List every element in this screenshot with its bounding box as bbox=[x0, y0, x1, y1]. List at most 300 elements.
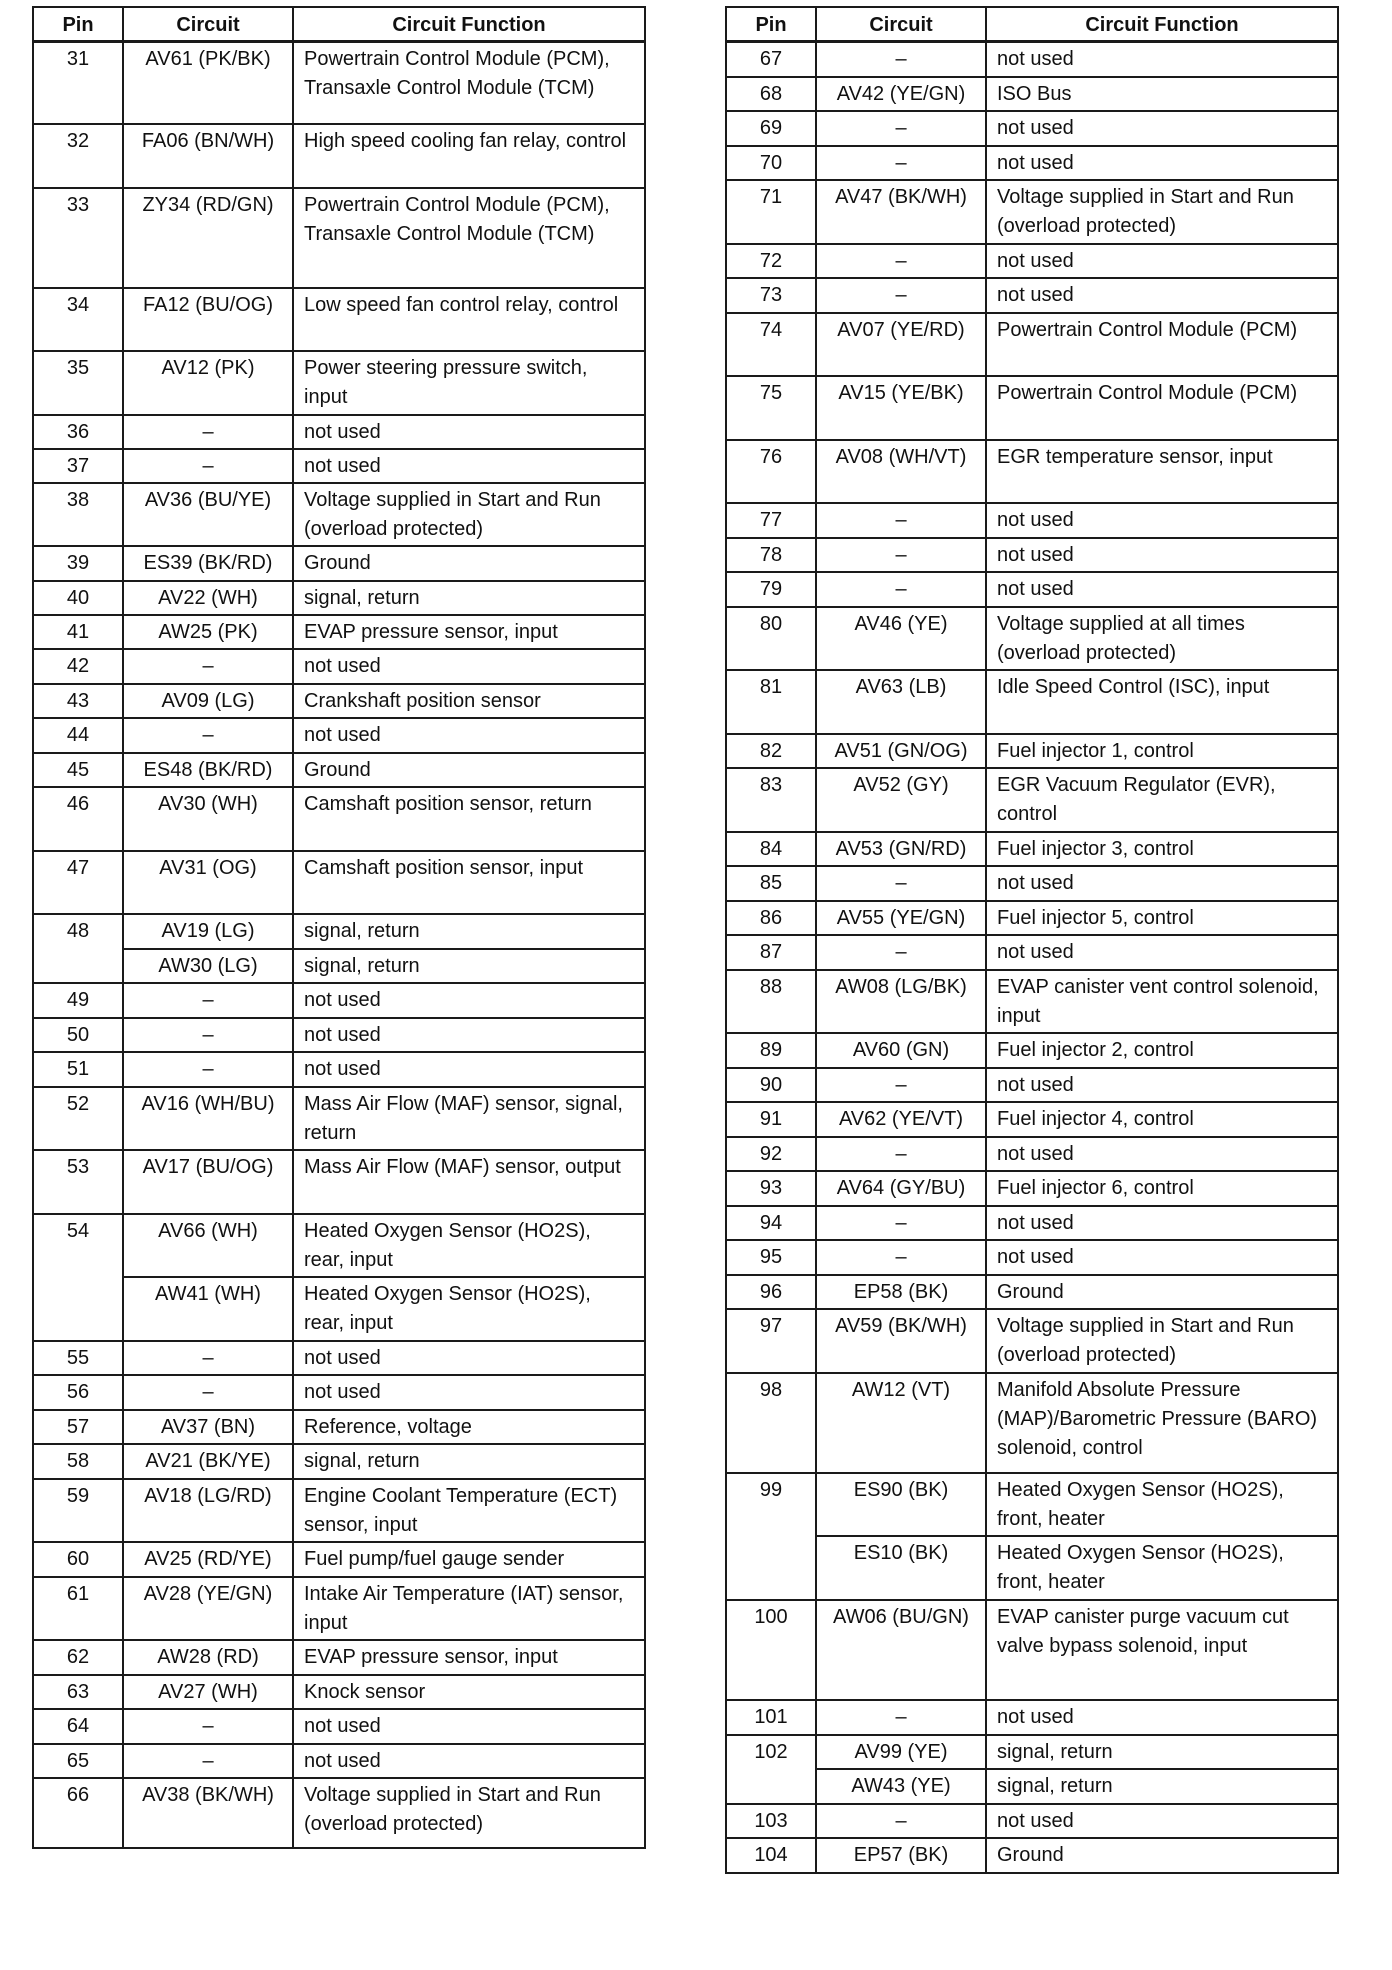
pin-number: 75 bbox=[726, 376, 816, 440]
table-row bbox=[726, 180, 1338, 244]
table-row bbox=[726, 538, 1338, 572]
table-row bbox=[33, 1479, 645, 1542]
pin-number: 65 bbox=[33, 1744, 123, 1778]
header-pin: Pin bbox=[33, 7, 123, 42]
table-row bbox=[33, 581, 645, 615]
circuit-function: not used bbox=[986, 1137, 1338, 1171]
circuit-code: – bbox=[123, 718, 293, 753]
pin-table-left bbox=[32, 6, 646, 1849]
pin-number: 45 bbox=[33, 753, 123, 787]
table-row bbox=[726, 670, 1338, 734]
circuit-code: – bbox=[123, 1709, 293, 1744]
circuit-function: not used bbox=[986, 1068, 1338, 1102]
table-row bbox=[33, 1087, 645, 1150]
table-row bbox=[33, 949, 645, 983]
pin-number: 91 bbox=[726, 1102, 816, 1137]
pin-number: 67 bbox=[726, 42, 816, 77]
pin-number: 84 bbox=[726, 832, 816, 866]
table-row bbox=[33, 1375, 645, 1410]
circuit-code: AV30 (WH) bbox=[123, 787, 293, 851]
circuit-function: EGR Vacuum Regulator (EVR), control bbox=[986, 768, 1338, 832]
circuit-function: not used bbox=[986, 572, 1338, 607]
table-row bbox=[726, 1804, 1338, 1838]
circuit-function: Voltage supplied in Start and Run (overload protected) bbox=[986, 1309, 1338, 1373]
pin-number: 32 bbox=[33, 124, 123, 188]
table-row bbox=[726, 503, 1338, 538]
circuit-function: Powertrain Control Module (PCM) bbox=[986, 313, 1338, 376]
circuit-function: Ground bbox=[986, 1275, 1338, 1309]
pin-number: 85 bbox=[726, 866, 816, 901]
circuit-code: EP57 (BK) bbox=[816, 1838, 986, 1873]
circuit-function: High speed cooling fan relay, control bbox=[293, 124, 645, 188]
circuit-code: AV21 (BK/YE) bbox=[123, 1444, 293, 1479]
circuit-function: Ground bbox=[293, 546, 645, 581]
circuit-code: AW25 (PK) bbox=[123, 615, 293, 649]
circuit-function: Power steering pressure switch, input bbox=[293, 351, 645, 415]
circuit-code: EP58 (BK) bbox=[816, 1275, 986, 1309]
circuit-code: – bbox=[816, 278, 986, 313]
pin-number: 76 bbox=[726, 440, 816, 503]
circuit-code: ES90 (BK) bbox=[816, 1473, 986, 1536]
table-row bbox=[33, 288, 645, 351]
table-row bbox=[33, 787, 645, 851]
table-row bbox=[726, 376, 1338, 440]
table-row bbox=[726, 42, 1338, 77]
table-row bbox=[33, 188, 645, 288]
table-row bbox=[33, 1052, 645, 1087]
circuit-function: Heated Oxygen Sensor (HO2S), front, heater bbox=[986, 1473, 1338, 1536]
circuit-function: signal, return bbox=[293, 581, 645, 615]
pin-number: 99 bbox=[726, 1473, 816, 1600]
pin-number: 56 bbox=[33, 1375, 123, 1410]
pin-number: 79 bbox=[726, 572, 816, 607]
table-row bbox=[726, 901, 1338, 935]
header-row bbox=[33, 7, 645, 42]
pin-number: 95 bbox=[726, 1240, 816, 1275]
circuit-function: not used bbox=[293, 718, 645, 753]
pin-number: 38 bbox=[33, 483, 123, 546]
circuit-function: Voltage supplied in Start and Run (overload protected) bbox=[986, 180, 1338, 244]
table-row bbox=[726, 866, 1338, 901]
circuit-code: AV08 (WH/VT) bbox=[816, 440, 986, 503]
circuit-function: Ground bbox=[986, 1838, 1338, 1873]
circuit-code: – bbox=[816, 111, 986, 146]
pin-number: 61 bbox=[33, 1577, 123, 1640]
circuit-function: not used bbox=[986, 278, 1338, 313]
circuit-code: AV12 (PK) bbox=[123, 351, 293, 415]
table-row bbox=[33, 42, 645, 124]
circuit-function: Heated Oxygen Sensor (HO2S), rear, input bbox=[293, 1277, 645, 1341]
circuit-function: not used bbox=[986, 538, 1338, 572]
table-row bbox=[726, 1700, 1338, 1735]
table-row bbox=[726, 1536, 1338, 1600]
circuit-function: signal, return bbox=[293, 914, 645, 949]
table-row bbox=[726, 313, 1338, 376]
pin-number: 33 bbox=[33, 188, 123, 288]
pin-number: 70 bbox=[726, 146, 816, 180]
pin-number: 66 bbox=[33, 1778, 123, 1848]
table-row bbox=[726, 1473, 1338, 1536]
circuit-code: ES39 (BK/RD) bbox=[123, 546, 293, 581]
pin-number: 102 bbox=[726, 1735, 816, 1804]
circuit-function: not used bbox=[293, 415, 645, 449]
circuit-function: Fuel injector 3, control bbox=[986, 832, 1338, 866]
pin-number: 81 bbox=[726, 670, 816, 734]
pin-number: 93 bbox=[726, 1171, 816, 1206]
circuit-function: not used bbox=[293, 1709, 645, 1744]
pin-number: 88 bbox=[726, 970, 816, 1033]
circuit-code: – bbox=[816, 1240, 986, 1275]
circuit-function: signal, return bbox=[293, 949, 645, 983]
circuit-code: AV31 (OG) bbox=[123, 851, 293, 914]
pin-number: 89 bbox=[726, 1033, 816, 1068]
circuit-code: – bbox=[816, 244, 986, 278]
circuit-code: AV55 (YE/GN) bbox=[816, 901, 986, 935]
circuit-code: – bbox=[123, 415, 293, 449]
circuit-function: EVAP canister vent control solenoid, input bbox=[986, 970, 1338, 1033]
pin-number: 50 bbox=[33, 1018, 123, 1052]
pin-number: 71 bbox=[726, 180, 816, 244]
circuit-code: – bbox=[816, 866, 986, 901]
table-row bbox=[726, 1033, 1338, 1068]
circuit-code: AV09 (LG) bbox=[123, 684, 293, 718]
pin-number: 57 bbox=[33, 1410, 123, 1444]
circuit-function: not used bbox=[293, 1018, 645, 1052]
table-row bbox=[726, 1309, 1338, 1373]
circuit-code: ES48 (BK/RD) bbox=[123, 753, 293, 787]
circuit-code: AV66 (WH) bbox=[123, 1214, 293, 1277]
table-row bbox=[33, 1444, 645, 1479]
table-row bbox=[726, 1838, 1338, 1873]
pin-number: 49 bbox=[33, 983, 123, 1018]
table-row bbox=[33, 1675, 645, 1709]
pin-number: 103 bbox=[726, 1804, 816, 1838]
table-row bbox=[33, 983, 645, 1018]
circuit-function: not used bbox=[986, 111, 1338, 146]
table-row bbox=[726, 970, 1338, 1033]
circuit-function: EVAP pressure sensor, input bbox=[293, 1640, 645, 1675]
circuit-code: AV64 (GY/BU) bbox=[816, 1171, 986, 1206]
circuit-code: AV36 (BU/YE) bbox=[123, 483, 293, 546]
circuit-function: EVAP pressure sensor, input bbox=[293, 615, 645, 649]
pin-number: 80 bbox=[726, 607, 816, 670]
pin-number: 83 bbox=[726, 768, 816, 832]
pin-number: 35 bbox=[33, 351, 123, 415]
circuit-code: AV17 (BU/OG) bbox=[123, 1150, 293, 1214]
circuit-function: not used bbox=[293, 1052, 645, 1087]
table-row bbox=[726, 572, 1338, 607]
circuit-function: not used bbox=[986, 146, 1338, 180]
circuit-function: not used bbox=[986, 935, 1338, 970]
pin-number: 73 bbox=[726, 278, 816, 313]
pin-number: 48 bbox=[33, 914, 123, 983]
pin-number: 68 bbox=[726, 77, 816, 111]
circuit-code: – bbox=[816, 935, 986, 970]
pin-number: 69 bbox=[726, 111, 816, 146]
circuit-code: AV52 (GY) bbox=[816, 768, 986, 832]
circuit-code: AV07 (YE/RD) bbox=[816, 313, 986, 376]
pin-number: 52 bbox=[33, 1087, 123, 1150]
circuit-function: signal, return bbox=[986, 1735, 1338, 1769]
circuit-code: AV19 (LG) bbox=[123, 914, 293, 949]
pin-number: 77 bbox=[726, 503, 816, 538]
circuit-function: not used bbox=[293, 1375, 645, 1410]
pin-number: 90 bbox=[726, 1068, 816, 1102]
circuit-code: AV46 (YE) bbox=[816, 607, 986, 670]
circuit-code: – bbox=[816, 1068, 986, 1102]
pin-number: 43 bbox=[33, 684, 123, 718]
circuit-code: – bbox=[123, 1018, 293, 1052]
table-row bbox=[33, 1744, 645, 1778]
circuit-function: Voltage supplied at all times (overload protected) bbox=[986, 607, 1338, 670]
circuit-code: – bbox=[123, 983, 293, 1018]
circuit-code: AV28 (YE/GN) bbox=[123, 1577, 293, 1640]
table-row bbox=[726, 111, 1338, 146]
circuit-function: not used bbox=[986, 244, 1338, 278]
circuit-code: AV59 (BK/WH) bbox=[816, 1309, 986, 1373]
circuit-function: Powertrain Control Module (PCM) bbox=[986, 376, 1338, 440]
circuit-code: – bbox=[123, 649, 293, 684]
circuit-code: AV99 (YE) bbox=[816, 1735, 986, 1769]
circuit-code: – bbox=[816, 1137, 986, 1171]
circuit-function: Fuel pump/fuel gauge sender bbox=[293, 1542, 645, 1577]
circuit-function: Crankshaft position sensor bbox=[293, 684, 645, 718]
pin-rows-right bbox=[726, 42, 1338, 1873]
circuit-function: not used bbox=[293, 983, 645, 1018]
pin-number: 97 bbox=[726, 1309, 816, 1373]
circuit-code: AV42 (YE/GN) bbox=[816, 77, 986, 111]
circuit-code: – bbox=[816, 572, 986, 607]
circuit-code: AV60 (GN) bbox=[816, 1033, 986, 1068]
circuit-function: Powertrain Control Module (PCM), Transaxle Control Module (TCM) bbox=[293, 188, 645, 288]
table-row bbox=[726, 1240, 1338, 1275]
circuit-code: AV61 (PK/BK) bbox=[123, 42, 293, 124]
pin-number: 31 bbox=[33, 42, 123, 124]
circuit-function: Powertrain Control Module (PCM), Transaxle Control Module (TCM) bbox=[293, 42, 645, 124]
circuit-code: AV47 (BK/WH) bbox=[816, 180, 986, 244]
pin-number: 100 bbox=[726, 1600, 816, 1700]
pin-number: 54 bbox=[33, 1214, 123, 1341]
pin-number: 44 bbox=[33, 718, 123, 753]
circuit-function: Low speed fan control relay, control bbox=[293, 288, 645, 351]
table-row bbox=[726, 1068, 1338, 1102]
circuit-code: FA12 (BU/OG) bbox=[123, 288, 293, 351]
circuit-code: AW43 (YE) bbox=[816, 1769, 986, 1804]
circuit-function: not used bbox=[986, 1240, 1338, 1275]
table-row bbox=[726, 77, 1338, 111]
table-row bbox=[33, 753, 645, 787]
circuit-function: ISO Bus bbox=[986, 77, 1338, 111]
header-circuit-function: Circuit Function bbox=[293, 7, 645, 42]
circuit-code: AV18 (LG/RD) bbox=[123, 1479, 293, 1542]
circuit-code: AV51 (GN/OG) bbox=[816, 734, 986, 768]
pin-number: 58 bbox=[33, 1444, 123, 1479]
table-row bbox=[33, 1640, 645, 1675]
table-row bbox=[726, 1206, 1338, 1240]
table-row bbox=[726, 1137, 1338, 1171]
table-row bbox=[33, 351, 645, 415]
circuit-function: signal, return bbox=[293, 1444, 645, 1479]
pin-number: 63 bbox=[33, 1675, 123, 1709]
circuit-function: signal, return bbox=[986, 1769, 1338, 1804]
pin-number: 34 bbox=[33, 288, 123, 351]
circuit-function: Intake Air Temperature (IAT) sensor, input bbox=[293, 1577, 645, 1640]
circuit-code: AV16 (WH/BU) bbox=[123, 1087, 293, 1150]
table-row bbox=[726, 278, 1338, 313]
table-row bbox=[33, 1577, 645, 1640]
table-row bbox=[33, 615, 645, 649]
header-circuit-function: Circuit Function bbox=[986, 7, 1338, 42]
circuit-function: Fuel injector 1, control bbox=[986, 734, 1338, 768]
circuit-code: AW12 (VT) bbox=[816, 1373, 986, 1473]
header-pin: Pin bbox=[726, 7, 816, 42]
circuit-function: Heated Oxygen Sensor (HO2S), front, heater bbox=[986, 1536, 1338, 1600]
circuit-function: not used bbox=[986, 1206, 1338, 1240]
circuit-function: not used bbox=[293, 1744, 645, 1778]
circuit-code: – bbox=[123, 1052, 293, 1087]
pin-number: 47 bbox=[33, 851, 123, 914]
pin-number: 86 bbox=[726, 901, 816, 935]
circuit-code: AW06 (BU/GN) bbox=[816, 1600, 986, 1700]
circuit-code: – bbox=[816, 1804, 986, 1838]
circuit-code: AV27 (WH) bbox=[123, 1675, 293, 1709]
table-row bbox=[33, 851, 645, 914]
table-row bbox=[33, 483, 645, 546]
pin-number: 39 bbox=[33, 546, 123, 581]
pin-number: 41 bbox=[33, 615, 123, 649]
circuit-function: not used bbox=[986, 503, 1338, 538]
table-row bbox=[33, 415, 645, 449]
pin-number: 78 bbox=[726, 538, 816, 572]
circuit-code: – bbox=[123, 449, 293, 483]
circuit-function: Knock sensor bbox=[293, 1675, 645, 1709]
pin-rows-left bbox=[33, 42, 645, 1848]
table-row bbox=[726, 1769, 1338, 1804]
circuit-function: not used bbox=[293, 449, 645, 483]
circuit-code: ES10 (BK) bbox=[816, 1536, 986, 1600]
table-row bbox=[33, 718, 645, 753]
circuit-code: – bbox=[816, 1700, 986, 1735]
circuit-function: Reference, voltage bbox=[293, 1410, 645, 1444]
circuit-code: AW30 (LG) bbox=[123, 949, 293, 983]
circuit-function: Engine Coolant Temperature (ECT) sensor, input bbox=[293, 1479, 645, 1542]
header-row bbox=[726, 7, 1338, 42]
table-row bbox=[33, 1277, 645, 1341]
circuit-code: AV63 (LB) bbox=[816, 670, 986, 734]
circuit-function: not used bbox=[986, 866, 1338, 901]
table-row bbox=[33, 1410, 645, 1444]
table-row bbox=[33, 684, 645, 718]
circuit-code: – bbox=[816, 42, 986, 77]
circuit-code: AV25 (RD/YE) bbox=[123, 1542, 293, 1577]
circuit-code: – bbox=[123, 1341, 293, 1375]
pin-number: 82 bbox=[726, 734, 816, 768]
circuit-code: – bbox=[816, 503, 986, 538]
table-row bbox=[726, 1275, 1338, 1309]
pin-number: 53 bbox=[33, 1150, 123, 1214]
circuit-code: – bbox=[816, 146, 986, 180]
table-row bbox=[33, 1778, 645, 1848]
header-circuit: Circuit bbox=[816, 7, 986, 42]
circuit-code: AV37 (BN) bbox=[123, 1410, 293, 1444]
table-row bbox=[33, 1542, 645, 1577]
circuit-function: not used bbox=[986, 1700, 1338, 1735]
table-row bbox=[726, 768, 1338, 832]
table-row bbox=[33, 1214, 645, 1277]
table-row bbox=[726, 1735, 1338, 1769]
circuit-function: not used bbox=[293, 649, 645, 684]
pin-number: 94 bbox=[726, 1206, 816, 1240]
table-row bbox=[726, 1102, 1338, 1137]
pin-number: 36 bbox=[33, 415, 123, 449]
circuit-code: – bbox=[123, 1375, 293, 1410]
header-circuit: Circuit bbox=[123, 7, 293, 42]
table-row bbox=[33, 1341, 645, 1375]
table-row bbox=[726, 1171, 1338, 1206]
circuit-function: Fuel injector 5, control bbox=[986, 901, 1338, 935]
circuit-function: EGR temperature sensor, input bbox=[986, 440, 1338, 503]
circuit-function: Voltage supplied in Start and Run (overload protected) bbox=[293, 483, 645, 546]
pin-number: 46 bbox=[33, 787, 123, 851]
circuit-code: AV53 (GN/RD) bbox=[816, 832, 986, 866]
circuit-function: Ground bbox=[293, 753, 645, 787]
circuit-function: not used bbox=[986, 42, 1338, 77]
circuit-code: FA06 (BN/WH) bbox=[123, 124, 293, 188]
circuit-code: AV62 (YE/VT) bbox=[816, 1102, 986, 1137]
circuit-code: AW28 (RD) bbox=[123, 1640, 293, 1675]
pin-number: 62 bbox=[33, 1640, 123, 1675]
circuit-function: Voltage supplied in Start and Run (overload protected) bbox=[293, 1778, 645, 1848]
circuit-function: Camshaft position sensor, input bbox=[293, 851, 645, 914]
table-row bbox=[726, 1373, 1338, 1473]
table-row bbox=[726, 734, 1338, 768]
circuit-function: not used bbox=[293, 1341, 645, 1375]
circuit-function: Fuel injector 4, control bbox=[986, 1102, 1338, 1137]
table-row bbox=[726, 935, 1338, 970]
circuit-function: Idle Speed Control (ISC), input bbox=[986, 670, 1338, 734]
circuit-code: ZY34 (RD/GN) bbox=[123, 188, 293, 288]
table-row bbox=[33, 449, 645, 483]
pin-number: 40 bbox=[33, 581, 123, 615]
pin-number: 51 bbox=[33, 1052, 123, 1087]
table-row bbox=[33, 1018, 645, 1052]
pin-number: 59 bbox=[33, 1479, 123, 1542]
circuit-function: not used bbox=[986, 1804, 1338, 1838]
circuit-code: – bbox=[816, 538, 986, 572]
pin-number: 42 bbox=[33, 649, 123, 684]
pin-table-right bbox=[725, 6, 1339, 1874]
pin-number: 55 bbox=[33, 1341, 123, 1375]
circuit-function: Mass Air Flow (MAF) sensor, signal, return bbox=[293, 1087, 645, 1150]
circuit-code: – bbox=[123, 1744, 293, 1778]
pin-number: 101 bbox=[726, 1700, 816, 1735]
table-row bbox=[726, 607, 1338, 670]
table-row bbox=[33, 546, 645, 581]
pin-number: 92 bbox=[726, 1137, 816, 1171]
circuit-code: AW41 (WH) bbox=[123, 1277, 293, 1341]
circuit-function: Manifold Absolute Pressure (MAP)/Barometric Pressure (BARO) solenoid, control bbox=[986, 1373, 1338, 1473]
table-row bbox=[726, 1600, 1338, 1700]
pin-number: 104 bbox=[726, 1838, 816, 1873]
circuit-code: – bbox=[816, 1206, 986, 1240]
table-row bbox=[726, 832, 1338, 866]
table-row bbox=[726, 146, 1338, 180]
pin-number: 74 bbox=[726, 313, 816, 376]
circuit-function: Fuel injector 6, control bbox=[986, 1171, 1338, 1206]
pin-number: 37 bbox=[33, 449, 123, 483]
table-row bbox=[33, 1150, 645, 1214]
circuit-code: AV22 (WH) bbox=[123, 581, 293, 615]
